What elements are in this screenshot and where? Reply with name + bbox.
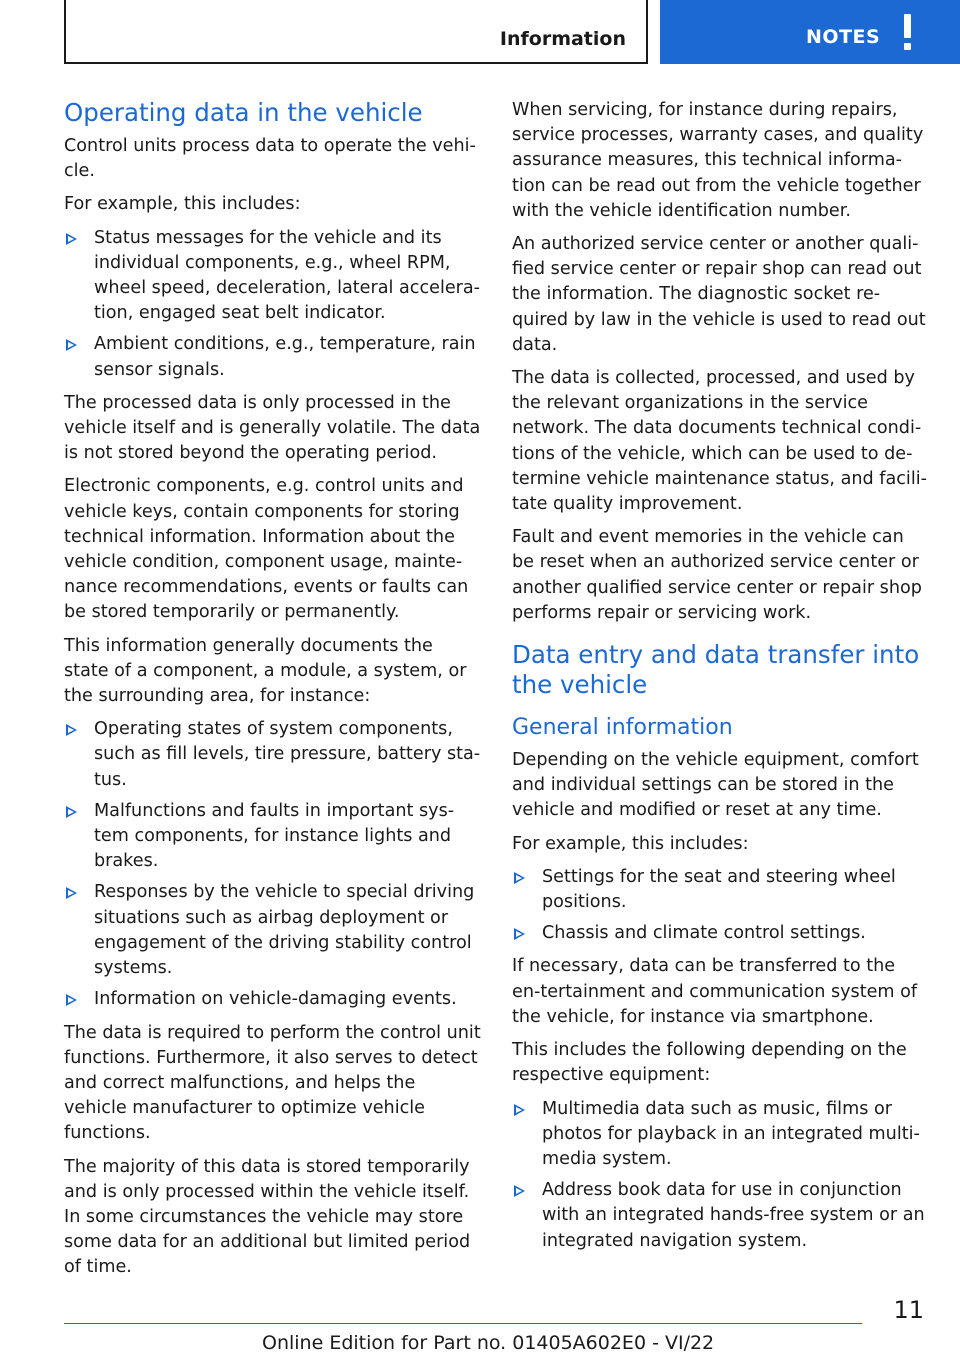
- paragraph: Depending on the vehicle equipment, comfort and individual settings can be stored in the vehicle and modified or reset at any time.: [512, 750, 919, 821]
- bullet-icon: [514, 1104, 525, 1116]
- paragraph: Control units process data to operate the vehi‐cle.: [64, 136, 476, 182]
- paragraph: For example, this includes:: [512, 833, 749, 854]
- paragraph: The data is collected, processed, and used by the relevant organizations in the service network. The data documents technical condi‐tions of the vehicle, which can be used to de‐termine vehicle maintenance status, and facili‐tate quality improvement.: [512, 368, 927, 515]
- bullet-list: [512, 865, 928, 947]
- bullet-icon: [66, 887, 77, 899]
- list-item: Malfunctions and faults in important sys‐tem components, for instance lights and brakes.: [64, 799, 482, 875]
- paragraph: The processed data is only processed in the vehicle itself and is generally volatile. The data is not stored beyond the operating period.: [64, 392, 481, 464]
- list-item: Information on vehicle-damaging events.: [64, 987, 482, 1012]
- paragraph: When servicing, for instance during repairs, service processes, warranty cases, and quality assurance measures, this technical informa‐tion can be read out from the vehicle together with the vehicle identification number.: [512, 100, 924, 221]
- list-item: Status messages for the vehicle and its individual components, e.g., wheel RPM, wheel speed, deceleration, lateral accelera‐tion, engaged seat belt indicator.: [64, 226, 482, 327]
- bullet-list: [64, 717, 482, 1012]
- paragraph: This includes the following depending on the respective equipment:: [512, 1040, 907, 1086]
- heading-data-entry: Data entry and data transfer into the vehicle: [512, 640, 920, 700]
- paragraph: This information generally documents the state of a component, a module, a system, or the surrounding area, for instance:: [64, 635, 467, 707]
- notes-label: NOTES: [806, 26, 881, 48]
- page-number: 11: [893, 1296, 924, 1324]
- bullet-icon: [66, 233, 77, 245]
- bullet-icon: [514, 928, 525, 940]
- paragraph: For example, this includes:: [64, 194, 301, 215]
- subheading-general-information: General information: [512, 715, 733, 741]
- list-item: Settings for the seat and steering wheel positions.: [512, 865, 928, 915]
- bullet-list: [64, 226, 482, 383]
- paragraph: If necessary, data can be transferred to the en‐tertainment and communication system of the vehicle, for instance via smartphone.: [512, 956, 918, 1027]
- paragraph: The majority of this data is stored temporarily and is only processed within the vehicle itself. In some circumstances the vehicle may store some data for an additional but limited period of time.: [64, 1156, 471, 1278]
- bullet-icon: [514, 872, 525, 884]
- list-item: Responses by the vehicle to special driving situations such as airbag deployment or engagement of the driving stability control systems.: [64, 880, 482, 981]
- notes-tab: [660, 0, 960, 64]
- header-section-box: [64, 0, 648, 64]
- paragraph: Fault and event memories in the vehicle can be reset when an authorized service center or another qualified service center or repair shop performs repair or servicing work.: [512, 527, 922, 623]
- heading-operating-data: Operating data in the vehicle: [64, 98, 423, 127]
- exclamation-icon: [900, 14, 914, 54]
- list-item: Ambient conditions, e.g., temperature, rain sensor signals.: [64, 332, 482, 382]
- right-column: [512, 98, 928, 1262]
- list-item: Chassis and climate control settings.: [512, 921, 928, 946]
- left-column: [64, 98, 482, 1289]
- paragraph: Electronic components, e.g. control units and vehicle keys, contain components for storing technical information. Information about the vehicle condition, component usage, mainte‐nance recommendations, events or faults can be stored temporarily or permanently.: [64, 476, 469, 623]
- footer-divider: [64, 1323, 862, 1324]
- bullet-icon: [66, 724, 77, 736]
- bullet-icon: [66, 806, 77, 818]
- bullet-icon: [66, 994, 77, 1006]
- edition-footer: Online Edition for Part no. 01405A602E0 - VI/22: [262, 1332, 715, 1354]
- list-item: Multimedia data such as music, films or photos for playback in an integrated multi‐media system.: [512, 1097, 928, 1173]
- paragraph: An authorized service center or another quali‐fied service center or repair shop can read out the information. The diagnostic socket re‐quired by law in the vehicle is used to read out data.: [512, 234, 926, 355]
- list-item: Address book data for use in conjunction with an integrated hands-free system or an integrated navigation system.: [512, 1178, 928, 1254]
- list-item: Operating states of system components, such as fill levels, tire pressure, battery sta‐tus.: [64, 717, 482, 793]
- paragraph: The data is required to perform the control unit functions. Furthermore, it also serves to detect and correct malfunctions, and helps the vehicle manufacturer to optimize vehicle functions.: [64, 1022, 481, 1144]
- bullet-list: [512, 1097, 928, 1254]
- section-title: Information: [499, 28, 626, 50]
- bullet-icon: [66, 339, 77, 351]
- bullet-icon: [514, 1185, 525, 1197]
